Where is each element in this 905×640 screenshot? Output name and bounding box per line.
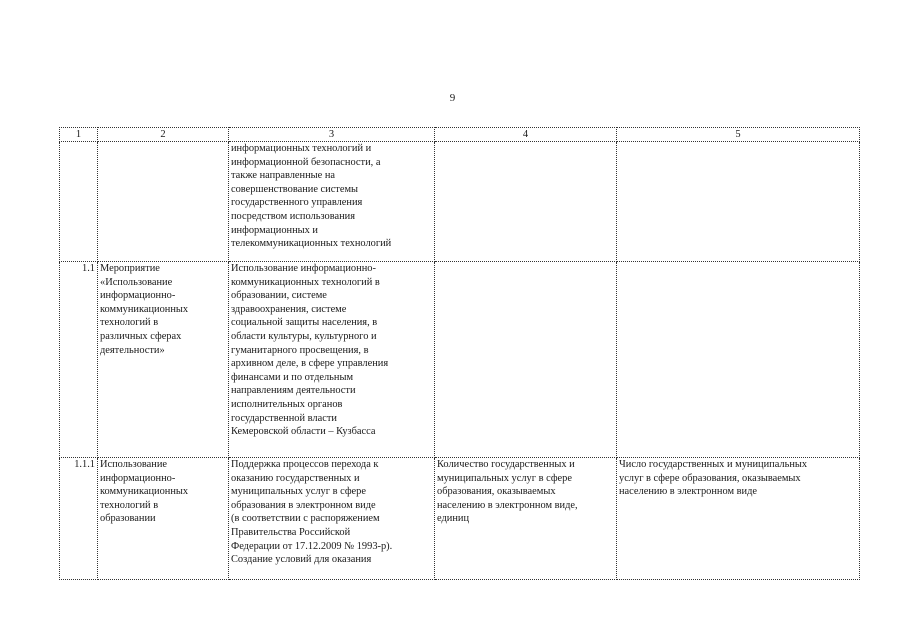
indicator-cell: Количество государственных и муниципальных услуг в сфере образования, оказываемых населению в электронном виде, единиц — [435, 458, 617, 580]
column-header-3: 3 — [229, 128, 435, 142]
description-cell: Поддержка процессов перехода к оказанию государственных и муниципальных услуг в сфере образования в электронном виде (в соответствии с распоряжением Правительства Российской Федерации от 17.12.2009 № 1993-р). Создание условий для оказания — [229, 458, 435, 580]
measurement-cell — [617, 262, 860, 458]
column-header-4: 4 — [435, 128, 617, 142]
indicator-cell — [435, 262, 617, 458]
page-number: 9 — [449, 92, 456, 104]
item-name-cell: Использование информационно- коммуникационных технологий в образовании — [98, 458, 229, 580]
table-header-row — [60, 128, 860, 142]
row-number-cell — [60, 142, 98, 262]
column-header-2: 2 — [98, 128, 229, 142]
table-row — [60, 142, 860, 262]
item-name-cell: Мероприятие «Использование информационно- коммуникационных технологий в различных сферах деятельности» — [98, 262, 229, 458]
measurement-cell: Число государственных и муниципальных услуг в сфере образования, оказываемых населению в электронном виде — [617, 458, 860, 580]
row-number-cell: 1.1.1 — [60, 458, 98, 580]
description-cell: Использование информационно- коммуникационных технологий в образовании, системе здравоохранения, системе социальной защиты населения, в области культуры, культурного и гуманитарного просвещения, в архивном деле, в сфере управления финансами и по отдельным направлениям деятельности исполнительных органов государственной власти Кемеровской области – Кузбасса — [229, 262, 435, 458]
measurement-cell — [617, 142, 860, 262]
column-header-1: 1 — [60, 128, 98, 142]
table-row — [60, 458, 860, 580]
table-row — [60, 262, 860, 458]
column-header-5: 5 — [617, 128, 860, 142]
document-table — [59, 127, 860, 580]
indicator-cell — [435, 142, 617, 262]
description-cell: информационных технологий и информационной безопасности, а также направленные на совершенствование системы государственного управления посредством использования информационных и телекоммуникационных технологий — [229, 142, 435, 262]
row-number-cell: 1.1 — [60, 262, 98, 458]
item-name-cell — [98, 142, 229, 262]
